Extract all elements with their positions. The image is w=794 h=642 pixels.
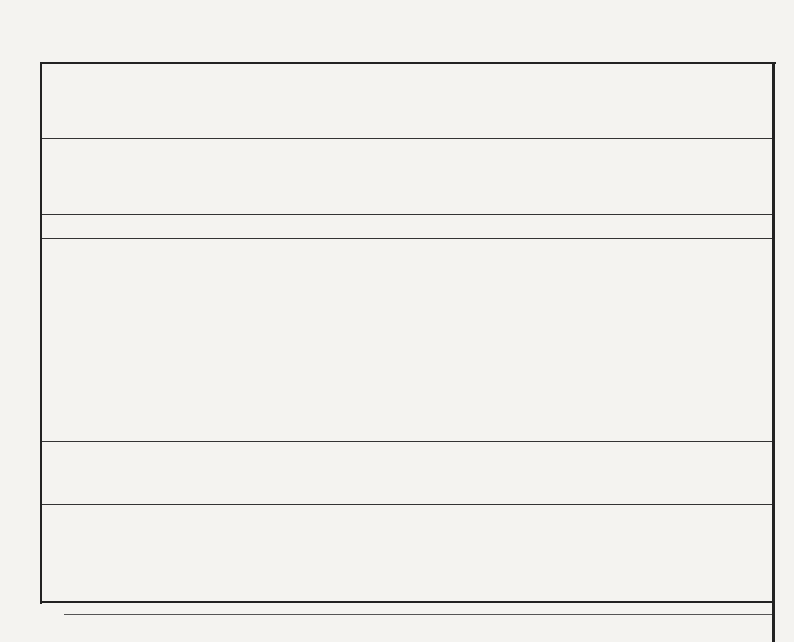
divider (42, 138, 772, 139)
pattern-frame (40, 62, 776, 604)
divider (42, 238, 772, 239)
frame-bottom-rule (40, 601, 774, 603)
right-column-divider (772, 62, 775, 642)
divider (42, 504, 772, 505)
right-column (778, 62, 794, 642)
divider (42, 441, 772, 442)
bottom-rule (64, 614, 772, 616)
divider (42, 214, 772, 215)
